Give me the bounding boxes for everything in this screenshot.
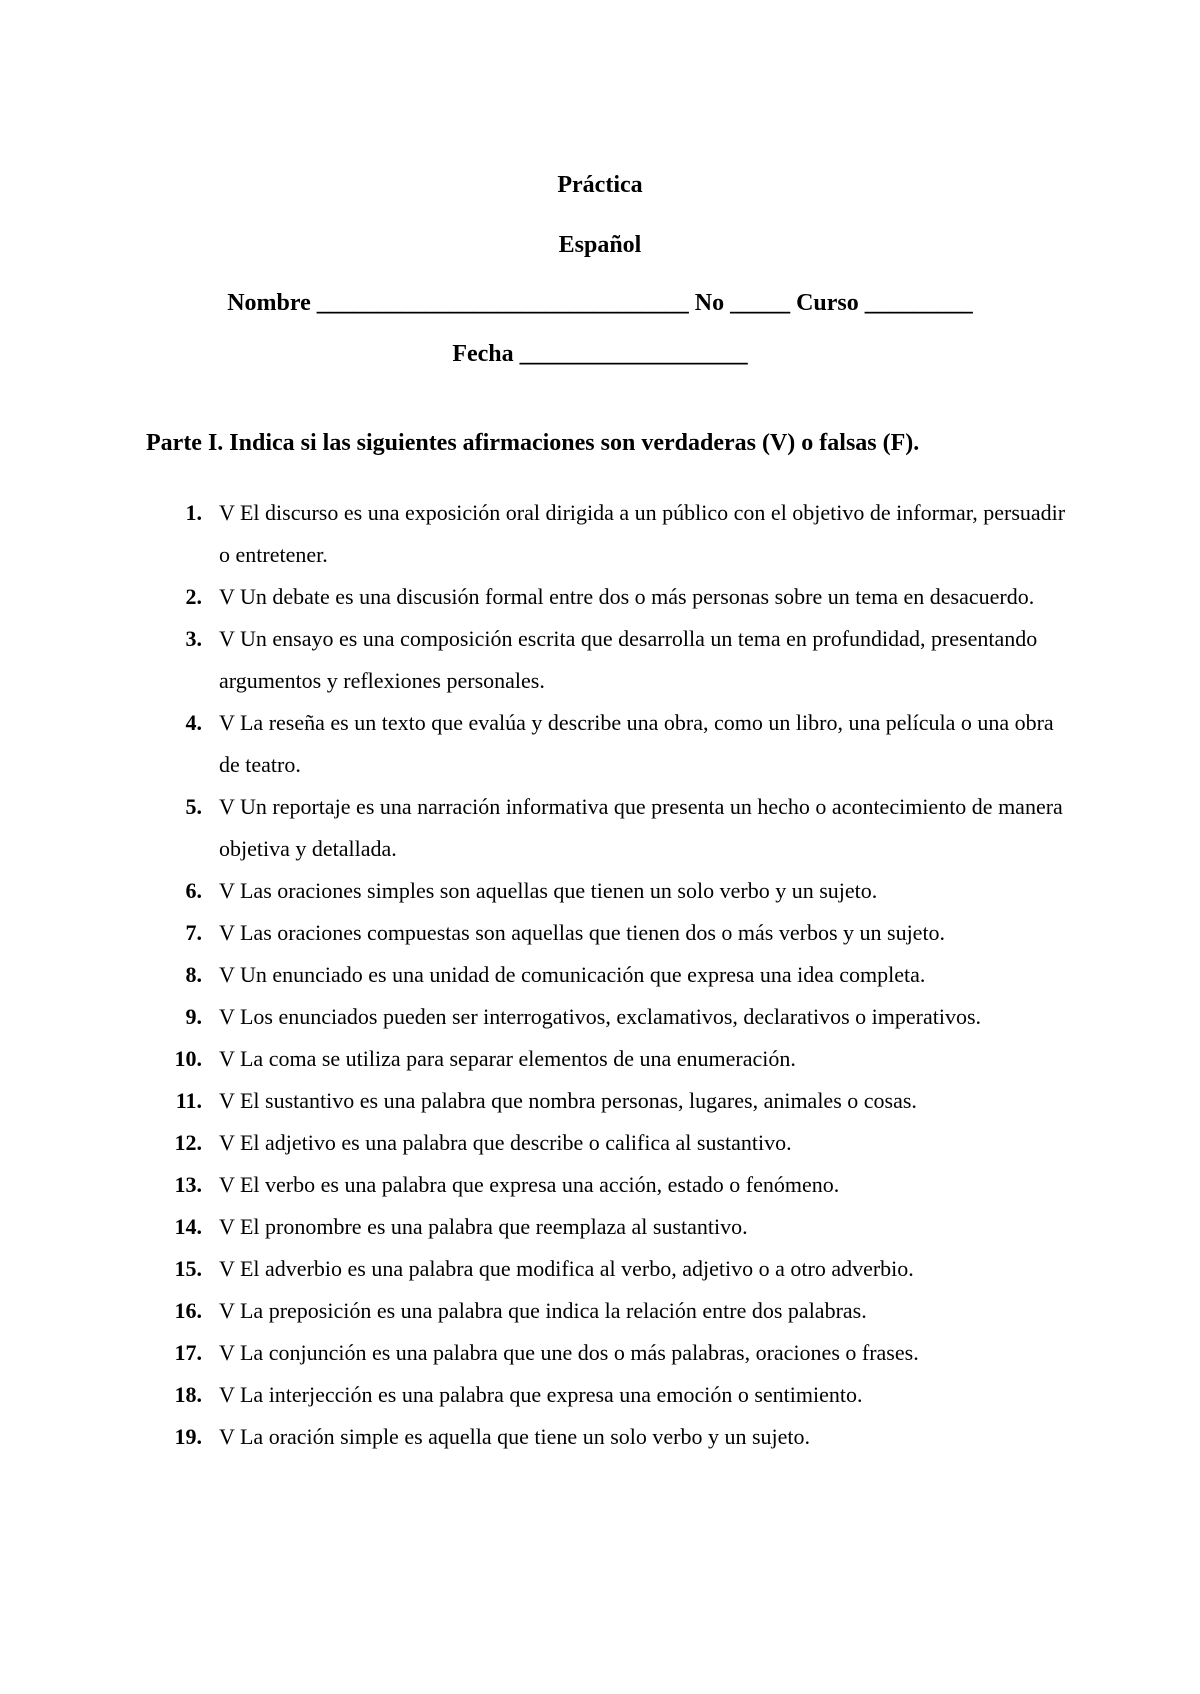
question-text: V Un enunciado es una unidad de comunicación que expresa una idea completa. — [219, 962, 926, 987]
question-text: V La conjunción es una palabra que une dos o más palabras, oraciones o frases. — [219, 1340, 919, 1365]
question-item — [0, 576, 1200, 618]
question-text: V La interjección es una palabra que expresa una emoción o sentimiento. — [219, 1382, 863, 1407]
question-text: V La oración simple es aquella que tiene un solo verbo y un sujeto. — [219, 1424, 811, 1449]
question-item — [0, 1164, 1200, 1206]
question-item — [0, 1038, 1200, 1080]
question-item — [0, 1416, 1200, 1458]
question-list — [0, 492, 1200, 1458]
question-number: 13. — [174, 1172, 202, 1197]
question-item — [0, 1122, 1200, 1164]
date-field: Fecha ___________________ — [452, 341, 748, 367]
question-text: V El verbo es una palabra que expresa una acción, estado o fenómeno. — [219, 1172, 840, 1197]
question-item — [0, 1290, 1200, 1332]
document-title: Práctica — [557, 172, 643, 198]
part-one-heading: Parte I. Indica si las siguientes afirmaciones son verdaderas (V) o falsas (F). — [146, 430, 920, 456]
question-item — [0, 1206, 1200, 1248]
name-number-course-fields: Nombre _______________________________ No _____ Curso _________ — [227, 290, 973, 316]
question-item — [0, 1080, 1200, 1122]
question-number: 7. — [185, 920, 202, 945]
question-text: V Un reportaje es una narración informativa que presenta un hecho o acontecimiento de manera objetiva y detallada. — [219, 794, 1063, 861]
question-item — [0, 1374, 1200, 1416]
question-item — [0, 618, 1200, 702]
question-number: 8. — [185, 962, 202, 987]
question-number: 6. — [185, 878, 202, 903]
question-text: V Las oraciones compuestas son aquellas que tienen dos o más verbos y un sujeto. — [219, 920, 946, 945]
question-text: V La coma se utiliza para separar elementos de una enumeración. — [219, 1046, 796, 1071]
question-number: 2. — [185, 584, 202, 609]
subject-heading: Español — [558, 232, 642, 258]
question-item — [0, 702, 1200, 786]
question-number: 14. — [174, 1214, 202, 1239]
question-number: 16. — [174, 1298, 202, 1323]
question-number: 12. — [174, 1130, 202, 1155]
question-number: 10. — [174, 1046, 202, 1071]
question-item — [0, 786, 1200, 870]
question-text: V El sustantivo es una palabra que nombra personas, lugares, animales o cosas. — [219, 1088, 917, 1113]
question-text: V Las oraciones simples son aquellas que tienen un solo verbo y un sujeto. — [219, 878, 878, 903]
question-number: 17. — [174, 1340, 202, 1365]
question-item — [0, 1332, 1200, 1374]
question-text: V Los enunciados pueden ser interrogativos, exclamativos, declarativos o imperativos. — [219, 1004, 982, 1029]
question-text: V Un ensayo es una composición escrita que desarrolla un tema en profundidad, presentando argumentos y reflexiones personales. — [219, 626, 1038, 693]
question-number: 1. — [185, 500, 202, 525]
question-item — [0, 996, 1200, 1038]
question-item — [0, 870, 1200, 912]
question-number: 15. — [174, 1256, 202, 1281]
question-item — [0, 912, 1200, 954]
question-number: 18. — [174, 1382, 202, 1407]
question-text: V La reseña es un texto que evalúa y describe una obra, como un libro, una película o una obra de teatro. — [219, 710, 1054, 777]
question-text: V El discurso es una exposición oral dirigida a un público con el objetivo de informar, persuadir o entretener. — [219, 500, 1066, 567]
question-text: V El pronombre es una palabra que reemplaza al sustantivo. — [219, 1214, 748, 1239]
question-number: 4. — [185, 710, 202, 735]
question-text: V El adverbio es una palabra que modifica al verbo, adjetivo o a otro adverbio. — [219, 1256, 914, 1281]
question-text: V La preposición es una palabra que indica la relación entre dos palabras. — [219, 1298, 867, 1323]
question-number: 9. — [185, 1004, 202, 1029]
question-text: V El adjetivo es una palabra que describe o califica al sustantivo. — [219, 1130, 792, 1155]
question-number: 11. — [175, 1088, 202, 1113]
question-item — [0, 954, 1200, 996]
question-number: 19. — [174, 1424, 202, 1449]
question-item — [0, 1248, 1200, 1290]
question-number: 5. — [185, 794, 202, 819]
question-item — [0, 492, 1200, 576]
question-number: 3. — [185, 626, 202, 651]
question-text: V Un debate es una discusión formal entre dos o más personas sobre un tema en desacuerdo. — [219, 584, 1035, 609]
